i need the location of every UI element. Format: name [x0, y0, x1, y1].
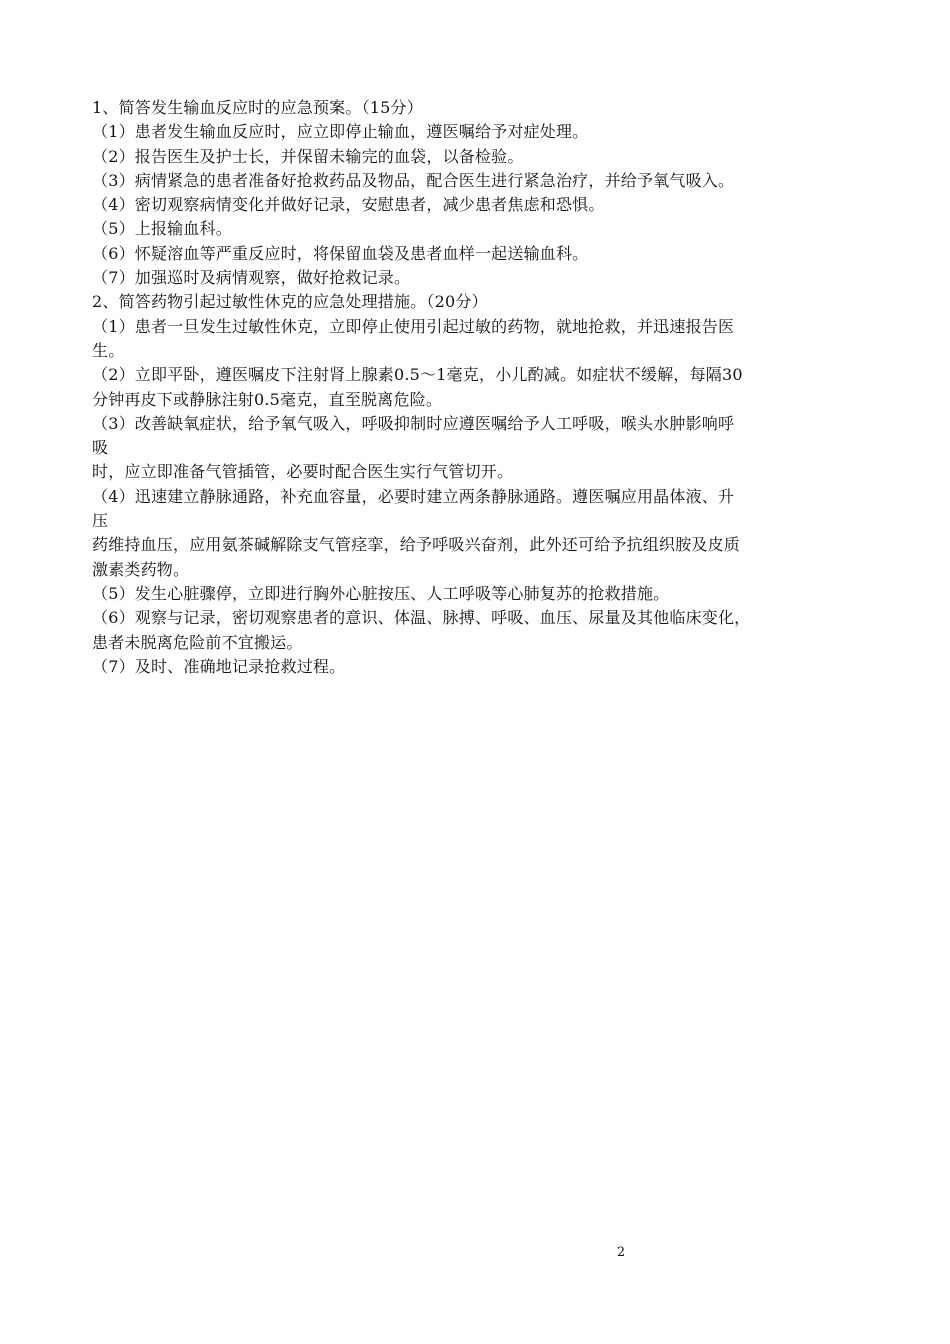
answer-line: （2）报告医生及护士长，并保留未输完的血袋，以备检验。 — [92, 146, 524, 166]
answer-line: （7）及时、准确地记录抢救过程。 — [92, 656, 346, 676]
answer-line: （4）迅速建立静脉通路，补充血容量，必要时建立两条静脉通路。遵医嘱应用晶体液、升 — [92, 486, 735, 506]
answer-line: （3）病情紧急的患者准备好抢救药品及物品，配合医生进行紧急治疗，并给予氧气吸入。 — [92, 170, 735, 190]
answer-line: （6）观察与记录，密切观察患者的意识、体温、脉搏、呼吸、血压、尿量及其他临床变化， — [92, 608, 751, 628]
answer-line: （5）上报输血科。 — [92, 219, 232, 239]
question-1-heading: 1、简答发生输血反应时的应急预案。（15分） — [92, 98, 423, 117]
answer-line: （5）发生心脏骤停，立即进行胸外心脏按压、人工呼吸等心肺复苏的抢救措施。 — [92, 583, 670, 603]
answer-line: （6）怀疑溶血等严重反应时，将保留血袋及患者血样一起送输血科。 — [92, 243, 589, 263]
answer-line: 激素类药物。 — [92, 559, 190, 579]
answer-line: 压 — [92, 511, 109, 531]
page-number: 2 — [616, 1245, 626, 1260]
answer-line: 分钟再皮下或静脉注射0.5毫克，直至脱离危险。 — [92, 389, 443, 409]
answer-line: （4）密切观察病情变化并做好记录，安慰患者，减少患者焦虑和恐惧。 — [92, 195, 605, 215]
answer-line: 患者未脱离危险前不宜搬运。 — [92, 632, 303, 652]
answer-line: 时，应立即准备气管插管，必要时配合医生实行气管切开。 — [92, 462, 514, 482]
document-body — [92, 96, 864, 679]
answer-line: （1）患者发生输血反应时，应立即停止输血，遵医嘱给予对症处理。 — [92, 122, 589, 142]
question-2-heading: 2、简答药物引起过敏性休克的应急处理措施。（20分） — [92, 292, 488, 312]
answer-line: 吸 — [92, 438, 109, 458]
answer-line: 生。 — [92, 340, 125, 360]
answer-line: （1）患者一旦发生过敏性休克，立即停止使用引起过敏的药物，就地抢救，并迅速报告医 — [92, 316, 735, 336]
answer-line: （3）改善缺氧症状，给予氧气吸入，呼吸抑制时应遵医嘱给予人工呼吸，喉头水肿影响呼 — [92, 413, 735, 433]
answer-line: （7）加强巡时及病情观察，做好抢救记录。 — [92, 268, 411, 288]
answer-line: （2）立即平卧，遵医嘱皮下注射肾上腺素0.5～1毫克，小儿酌减。如症状不缓解，每隔30 — [92, 365, 743, 385]
answer-line: 药维持血压，应用氨茶碱解除支气管痉挛，给予呼吸兴奋剂，此外还可给予抗组织胺及皮质 — [92, 535, 741, 555]
